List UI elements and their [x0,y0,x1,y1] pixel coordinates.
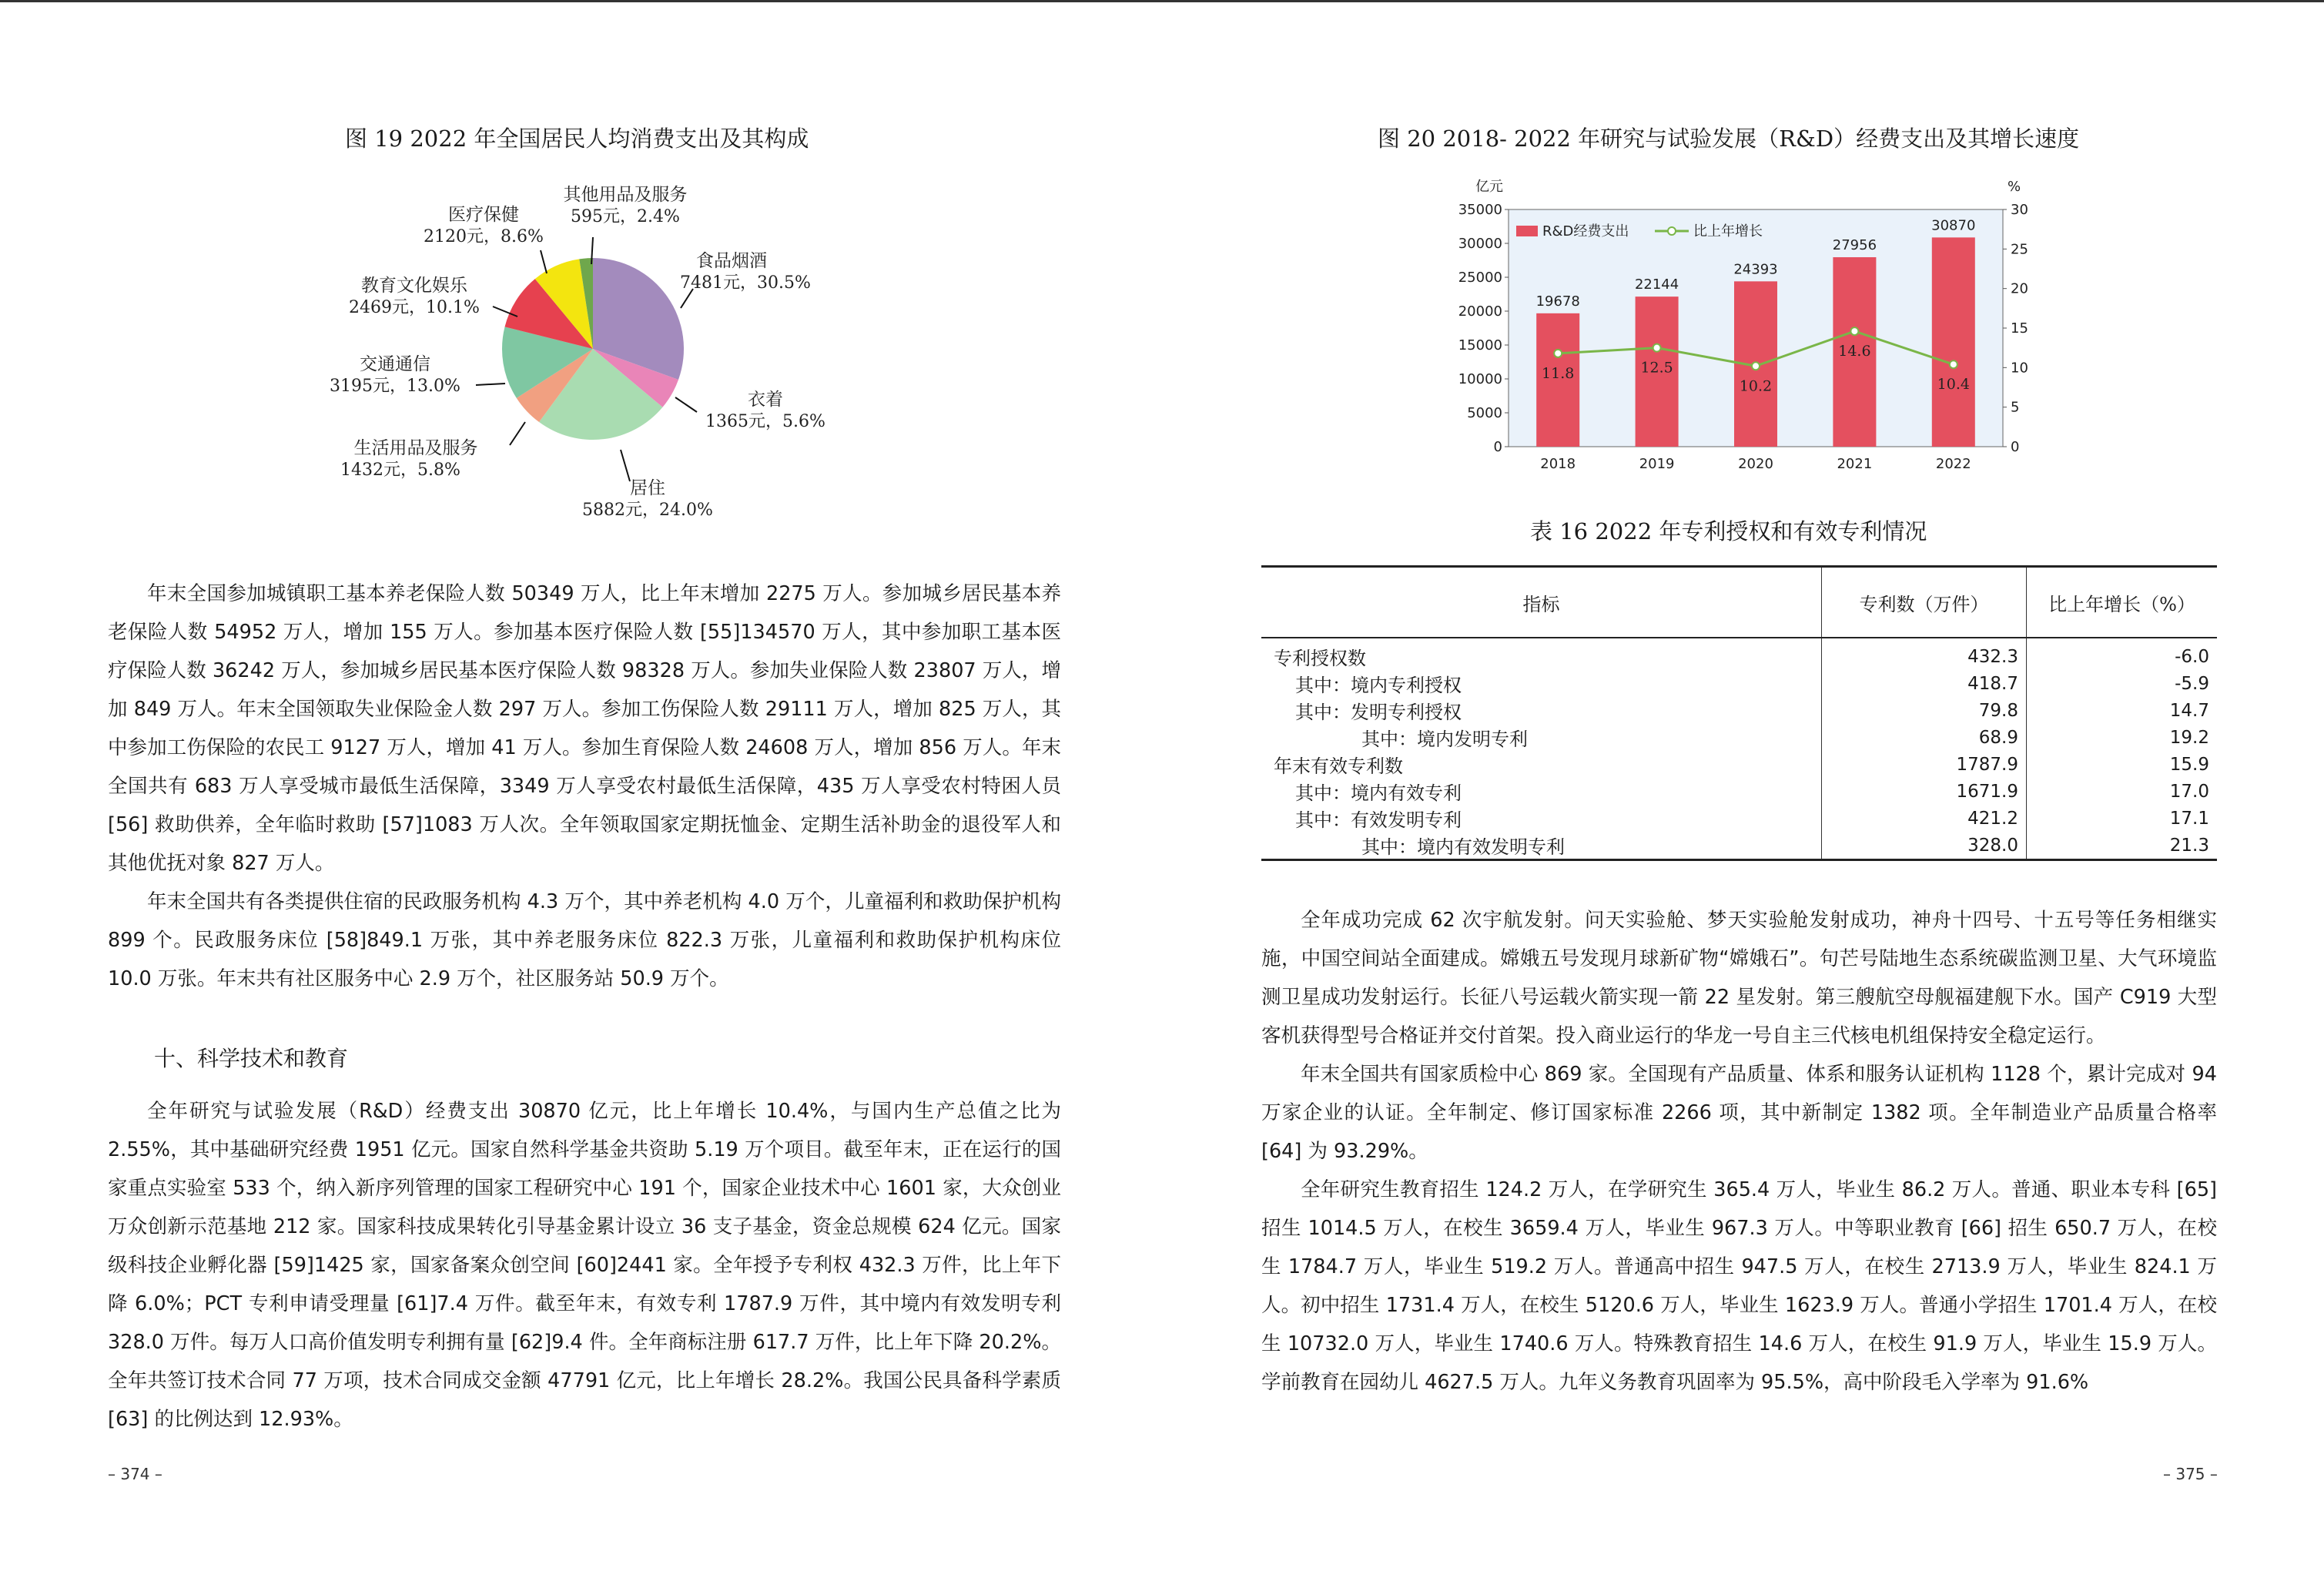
leader-housing [621,450,630,481]
rd-bar-value: 24393 [1733,261,1778,278]
row-growth: 17.0 [2169,781,2209,802]
row-count: 1671.9 [1822,778,2027,805]
x-tick-label: 2021 [1837,456,1873,472]
y-tick-label: 35000 [1458,202,1502,218]
table-row [1261,778,2217,805]
row-count: 328.0 [1822,832,2027,860]
y2-tick-label: 30 [2011,202,2028,218]
header-indicator: 指标 [1261,567,1822,638]
leader-clothing [675,397,697,412]
row-count: 1787.9 [1822,751,2027,778]
row-label: 其中：有效发明专利 [1261,805,1822,832]
paragraph-civil-affairs: 年末全国共有各类提供住宿的民政服务机构 4.3 万个，其中养老机构 4.0 万个，儿童福利和救助保护机构 899 个。民政服务床位 [58]849.1 万张，其中养老服务床位 822.3 万张，儿童福利和救助保护机构床位 10.0 万张。年末共有社区服务中心 2.9 万个，社区服务站 50.9 万个。 [108,890,1061,990]
table-row [1261,638,2217,670]
row-count: 418.7 [1822,670,2027,697]
legend-bar-label: R&D经费支出 [1542,223,1629,240]
y2-tick-label: 5 [2011,399,2020,416]
row-growth: 19.2 [2169,727,2209,748]
row-count: 68.9 [1822,724,2027,751]
row-count: 421.2 [1822,805,2027,832]
growth-point [1554,350,1562,357]
figure-20-title: 图 20 2018- 2022 年研究与试验发展（R&D）经费支出及其增长速度 [1378,126,2080,152]
figure-19-title: 图 19 2022 年全国居民人均消费支出及其构成 [345,126,809,152]
growth-value: 10.4 [1937,376,1970,394]
legend-line-label: 比上年增长 [1693,223,1763,240]
pie-label-housing: 居住 [630,478,665,498]
growth-value: 12.5 [1640,359,1673,377]
pie-value-housing: 5882元，24.0% [582,501,713,520]
x-tick-label: 2018 [1540,456,1576,472]
y-tick-label: 30000 [1458,236,1502,252]
x-tick-label: 2020 [1738,456,1773,472]
y2-axis-unit: % [2008,179,2021,195]
y2-tick-label: 25 [2011,241,2028,258]
row-label: 其中：境内专利授权 [1261,670,1822,697]
rd-bar-value: 19678 [1535,293,1580,310]
pie-value-household: 1432元，5.8% [340,461,460,480]
table-row [1261,724,2217,751]
growth-value: 11.8 [1542,364,1575,382]
page-number-right: – 375 – [2163,1465,2218,1483]
y-tick-label: 10000 [1458,371,1502,387]
row-growth: 17.1 [2169,808,2209,829]
pie-value-education: 2469元，10.1% [349,298,480,317]
table-row [1261,805,2217,832]
y-tick-label: 25000 [1458,270,1502,286]
row-count: 432.3 [1822,638,2027,670]
row-count: 79.8 [1822,697,2027,724]
pie-label-education: 教育文化娱乐 [361,276,467,296]
table-row [1261,751,2217,778]
row-growth: -5.9 [2175,673,2209,694]
leader-medical [541,250,547,273]
row-label: 年末有效专利数 [1261,751,1822,778]
page-number-left: – 374 – [108,1465,162,1483]
rd-bar [1932,237,1975,447]
paragraph-pension: 年末全国参加城镇职工基本养老保险人数 50349 万人，比上年末增加 2275 万人。参加城乡居民基本养老保险人数 54952 万人，增加 155 万人。参加基本医疗保险人数 [55]134570 万人，其中参加职工基本医疗保险人数 36242 万人，参加城乡居民基本医疗保险人数 98328 万人。参加失业保险人数 23807 万人，增加 849 万人。年末全国领取失业保险金人数 297 万人。参加工伤保险人数 29111 万人，增加 825 万人，其中参加工伤保险的农民工 9127 万人，增加 41 万人。参加生育保险人数 24608 万人，增加 856 万人。年末全国共有 683 万人享受城市最低生活保障，3349 万人享受农村最低生活保障，435 万人享受农村特困人员 [56] 救助供养，全年临时救助 [57]1083 万人次。全年领取国家定期抚恤金、定期生活补助金的退役军人和其他优抚对象 827 万人。 [108,582,1061,875]
pie-label-household: 生活用品及服务 [353,438,478,458]
pie-label-food: 食品烟酒 [696,251,767,271]
pie-value-clothing: 1365元，5.6% [705,412,825,431]
y2-tick-label: 0 [2011,439,2020,455]
growth-point [1950,360,1957,368]
row-label: 其中：境内有效发明专利 [1261,832,1822,860]
table-16-title: 表 16 2022 年专利授权和有效专利情况 [1530,518,1927,544]
science-text [108,1092,1061,1439]
rd-bar-value: 27956 [1832,236,1877,253]
paragraph-rd: 全年研究与试验发展（R&D）经费支出 30870 亿元，比上年增长 10.4%，与国内生产总值之比为 2.55%，其中基础研究经费 1951 亿元。国家自然科学基金共资助 5.19 万个项目。截至年末，正在运行的国家重点实验室 533 个，纳入新序列管理的国家工程研究中心 191 个，国家企业技术中心 1601 家，大众创业万众创新示范基地 212 家。国家科技成果转化引导基金累计设立 36 支子基金，资金总规模 624 亿元。国家级科技企业孵化器 [59]1425 家，国家备案众创空间 [60]2441 家。全年授予专利权 432.3 万件，比上年下降 6.0%；PCT 专利申请受理量 [61]7.4 万件。截至年末，有效专利 1787.9 万件，其中境内有效发明专利 328.0 万件。每万人口高价值发明专利拥有量 [62]9.4 件。全年商标注册 617.7 万件，比上年下降 20.2%。全年共签订技术合同 77 万项，技术合同成交金额 47791 亿元，比上年增长 28.2%。我国公民具备科学素质 [63] 的比例达到 12.93%。 [108,1100,1061,1431]
growth-point [1653,344,1661,352]
table-row [1261,670,2217,697]
table-row [1261,832,2217,860]
y-tick-label: 0 [1493,439,1502,455]
table-row [1261,697,2217,724]
header-count: 专利数（万件） [1822,567,2027,638]
row-growth: 21.3 [2027,832,2218,860]
legend-line-marker [1668,227,1676,235]
space-quality-education-text [1261,901,2217,1402]
leader-transport [476,384,505,385]
pie-label-transport: 交通通信 [360,354,430,374]
table-header-row [1261,567,2217,638]
legend-bar-swatch [1516,226,1538,236]
y2-tick-label: 20 [2011,280,2028,297]
row-growth: 14.7 [2169,700,2209,721]
row-label: 专利授权数 [1261,638,1822,670]
leader-household [510,422,525,445]
rd-expenditure-chart [1401,176,2063,484]
social-security-text [108,575,1061,998]
paragraph-space: 全年成功完成 62 次宇航发射。问天实验舱、梦天实验舱发射成功，神舟十四号、十五号等任务相继实施，中国空间站全面建成。嫦娥五号发现月球新矿物“嫦娥石”。句芒号陆地生态系统碳监测卫星、大气环境监测卫星成功发射运行。长征八号运载火箭实现一箭 22 星发射。第三艘航空母舰福建舰下水。国产 C919 大型客机获得型号合格证并交付首架。投入商业运行的华龙一号自主三代核电机组保持安全稳定运行。 [1261,909,2217,1047]
pie-value-other: 595元，2.4% [571,207,680,226]
row-label: 其中：发明专利授权 [1261,697,1822,724]
patent-table [1261,565,2217,861]
y-axis-unit: 亿元 [1475,179,1503,195]
y2-tick-label: 15 [2011,320,2028,337]
pie-label-clothing: 衣着 [748,390,783,410]
x-tick-label: 2022 [1935,456,1971,472]
y2-tick-label: 10 [2011,360,2028,377]
pie-value-food: 7481元，30.5% [680,273,811,293]
growth-value: 14.6 [1838,343,1871,360]
header-growth: 比上年增长（%） [2027,567,2218,638]
pie-value-transport: 3195元，13.0% [330,377,460,396]
growth-point [1850,327,1858,335]
pie-label-other: 其他用品及服务 [563,185,688,205]
row-growth: -6.0 [2175,646,2209,667]
row-growth: 15.9 [2169,754,2209,775]
paragraph-education: 全年研究生教育招生 124.2 万人，在学研究生 365.4 万人，毕业生 86.2 万人。普通、职业本专科 [65] 招生 1014.5 万人，在校生 3659.4 万人，毕业生 967.3 万人。中等职业教育 [66] 招生 650.7 万人，在校生 1784.7 万人，毕业生 519.2 万人。普通高中招生 947.5 万人，在校生 2713.9 万人，毕业生 824.1 万人。初中招生 1731.4 万人，在校生 5120.6 万人，毕业生 1623.9 万人。普通小学招生 1701.4 万人，在校生 10732.0 万人，毕业生 1740.6 万人。特殊教育招生 14.6 万人，在校生 91.9 万人，毕业生 15.9 万人。学前教育在园幼儿 4627.5 万人。九年义务教育巩固率为 95.5%，高中阶段毛入学率为 91.6% [1261,1178,2217,1394]
pie-label-medical: 医疗保健 [448,205,519,225]
y-tick-label: 5000 [1467,405,1502,421]
rd-bar-value: 30870 [1931,217,1976,234]
row-label: 其中：境内有效专利 [1261,778,1822,805]
rd-bar-value: 22144 [1634,276,1679,293]
consumption-pie-chart [308,177,862,531]
y-tick-label: 15000 [1458,337,1502,353]
growth-value: 10.2 [1739,377,1773,395]
section-heading-science: 十、科学技术和教育 [154,1046,349,1071]
paragraph-quality: 年末全国共有国家质检中心 869 家。全国现有产品质量、体系和服务认证机构 1128 个，累计完成对 94 万家企业的认证。全年制定、修订国家标准 2266 项，其中新制定 1382 项。全年制造业产品质量合格率 [64] 为 93.29%。 [1261,1063,2217,1163]
growth-point [1752,362,1760,370]
x-tick-label: 2019 [1639,456,1675,472]
y-tick-label: 20000 [1458,303,1502,320]
row-label: 其中：境内发明专利 [1261,724,1822,751]
pie-value-medical: 2120元，8.6% [424,227,544,246]
right-page [1162,0,2324,1588]
